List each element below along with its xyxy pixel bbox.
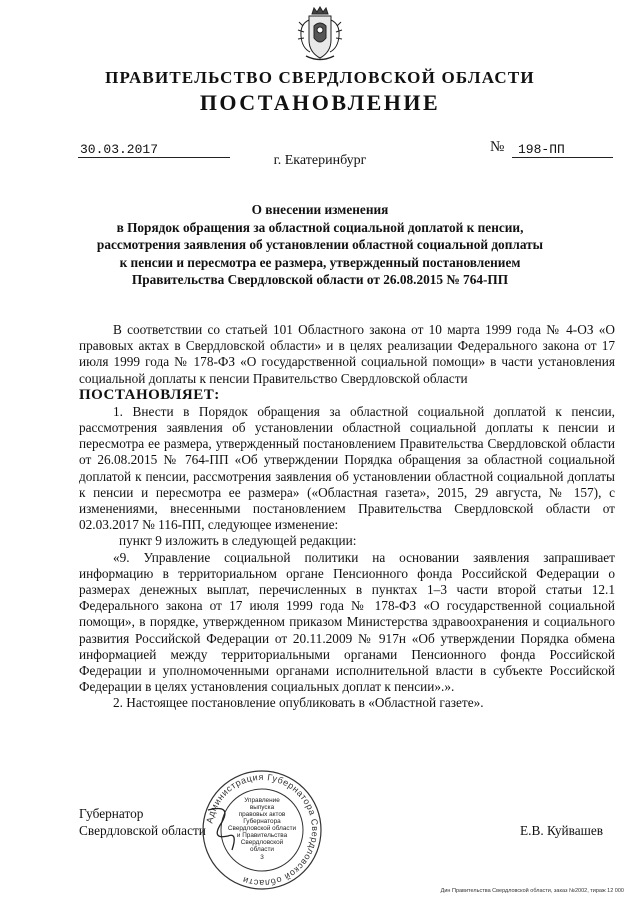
stamp-ring-text: Администрация Губернатора Свердловской области [204, 771, 321, 889]
document-body [79, 322, 615, 712]
quoted-paragraph: «9. Управление социальной политики на основании заявления запрашивает информацию в территориальном органе Пенсионного фонда Российской Федерации о размерах денежных выплат, перечисленных в пунктах 1–3 части второй статьи 12.1 Федерального закона от 17 июля 1999 года № 178-ФЗ «О государственной социальной помощи», в порядке, утвержденном приказом Министерства здравоохранения и социального развития Российской Федерации от 20.11.2009 № 917н «Об утверждении Порядка обмена информацией между территориальными органами Пенсионного фонда Российской Федерации и уполномоченными органами исполнительной власти в субъекте Российской Федерации в целях установления социальных доплат к пенсии».». [79, 549, 615, 695]
document-date: 30.03.2017 [78, 142, 230, 158]
title-line: О внесении изменения [251, 202, 389, 217]
stamp-line: Губернатора [243, 818, 281, 825]
title-line: к пенсии и пересмотра ее размера, утвержденный постановлением [119, 254, 521, 270]
stamp-line: Управление [244, 797, 280, 804]
item-1-paragraph: 1. Внести в Порядок обращения за областной социальной доплатой к пенсии, рассмотрения заявления об установлении областной социальной доплаты к пенсии и пересмотра ее размера, утвержденный постановлением Правительства Свердловской области от 26.08.2015 № 764-ПП «Об утверждении Порядка обращения за областной социальной доплатой к пенсии, рассмотрения заявления об установлении областной социальной доплаты к пенсии и пересмотра ее размера» («Областная газета», 2015, 29 августа, № 157), с изменениями, внесенными постановлением Правительства Свердловской области от 02.03.2017 № 116-ПП, следующее изменение: [79, 403, 615, 533]
position-line: Губернатор [79, 806, 144, 821]
document-title [0, 201, 640, 289]
stamp-line: Свердловской [240, 839, 284, 846]
item-1-subparagraph: пункт 9 изложить в следующей редакции: [119, 533, 357, 549]
resolve-heading: ПОСТАНОВЛЯЕТ: [79, 386, 220, 403]
stamp-line: области [250, 846, 274, 853]
stamp-line: 3 [260, 854, 264, 861]
item-2-paragraph: 2. Настоящее постановление опубликовать в «Областной газете». [113, 695, 484, 711]
signature-position [79, 805, 206, 839]
city: г. Екатеринбург [273, 153, 367, 168]
coat-of-arms-icon [296, 6, 344, 64]
preamble-paragraph: В соответствии со статьей 101 Областного закона от 10 марта 1999 года № 4-ОЗ «О правовых актах в Свердловской области» и в целях реализации Федерального закона от 17 июля 1999 года № 178-ФЗ «О государственной социальной помощи» в части установления социальной доплаты к пенсии Правительство Свердловской области [79, 322, 615, 386]
document-type: ПОСТАНОВЛЕНИЕ [199, 90, 441, 115]
handwritten-signature [202, 800, 242, 860]
title-line: в Порядок обращения за областной социальной доплатой к пенсии, [116, 219, 524, 235]
stamp-line: и Правительства [236, 832, 288, 839]
stamp-line: выпуска [249, 804, 275, 811]
stamp-line: Свердловской области [227, 825, 297, 832]
organization-name: ПРАВИТЕЛЬСТВО СВЕРДЛОВСКОЙ ОБЛАСТИ [105, 68, 535, 87]
title-line: Правительства Свердловской области от 26.08.2015 № 764-ПП [131, 272, 509, 287]
position-line: Свердловской области [79, 823, 206, 838]
title-line: рассмотрения заявления об установлении областной социальной доплаты [96, 237, 544, 252]
document-number: 198-ПП [512, 142, 613, 158]
print-footer: Дин Правительства Свердловской области, заказ №2002, тираж 12 000 [440, 888, 624, 894]
number-label: № [490, 139, 505, 155]
stamp-line: правовых актов [238, 811, 286, 818]
signatory-name: Е.В. Куйвашев [520, 823, 604, 838]
